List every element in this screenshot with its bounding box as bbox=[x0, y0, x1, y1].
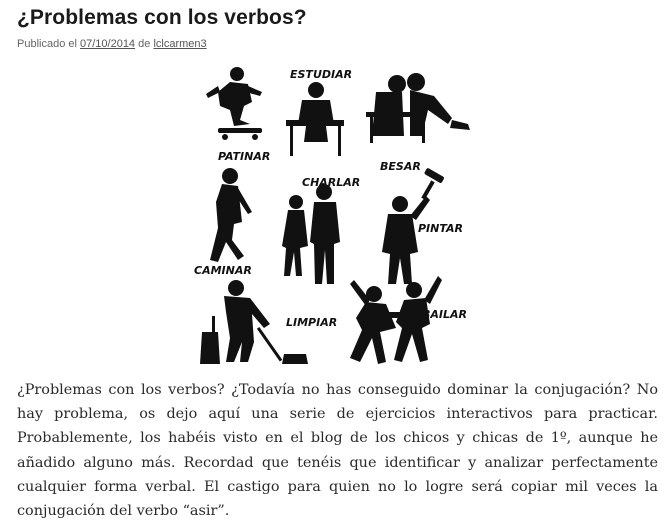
label-patinar: PATINAR bbox=[218, 150, 271, 163]
label-besar: BESAR bbox=[380, 160, 421, 173]
post-date-link[interactable]: 07/10/2014 bbox=[80, 38, 136, 50]
verbs-illustration bbox=[190, 62, 480, 370]
skater-silhouette bbox=[206, 67, 262, 140]
walker-silhouette bbox=[210, 168, 252, 262]
verbs-silhouettes bbox=[190, 62, 480, 370]
post-title[interactable]: ¿Problemas con los verbos? bbox=[17, 6, 307, 29]
label-limpiar: LIMPIAR bbox=[286, 316, 338, 329]
author-link[interactable]: lclcarmen3 bbox=[153, 38, 207, 50]
label-bailar: BAILAR bbox=[422, 308, 467, 321]
label-pintar: PINTAR bbox=[418, 222, 463, 235]
kissing-silhouette bbox=[366, 73, 470, 143]
chatting-silhouette bbox=[282, 184, 340, 284]
label-estudiar: ESTUDIAR bbox=[290, 68, 353, 81]
published-prefix: Publicado el bbox=[17, 38, 77, 50]
author-prefix: de bbox=[138, 38, 151, 50]
student-silhouette bbox=[286, 82, 344, 156]
label-charlar: CHARLAR bbox=[302, 176, 361, 189]
post-body: ¿Problemas con los verbos? ¿Todavía no has conseguido dominar la conjugación? No hay problema, os dejo aquí una serie de ejercicios interactivos para practicar. Probablemente, los habéis visto en el blog de los chicos y chicas de 1º, aunque he añadido alguno más. Recordad que tenéis que identificar y analizar perfectamente cualquier forma verbal. El castigo para quien no lo logre será copiar mil veces la conjugación del verbo “asir”. bbox=[17, 382, 658, 520]
label-caminar: CAMINAR bbox=[194, 264, 252, 277]
post-meta bbox=[17, 38, 207, 50]
